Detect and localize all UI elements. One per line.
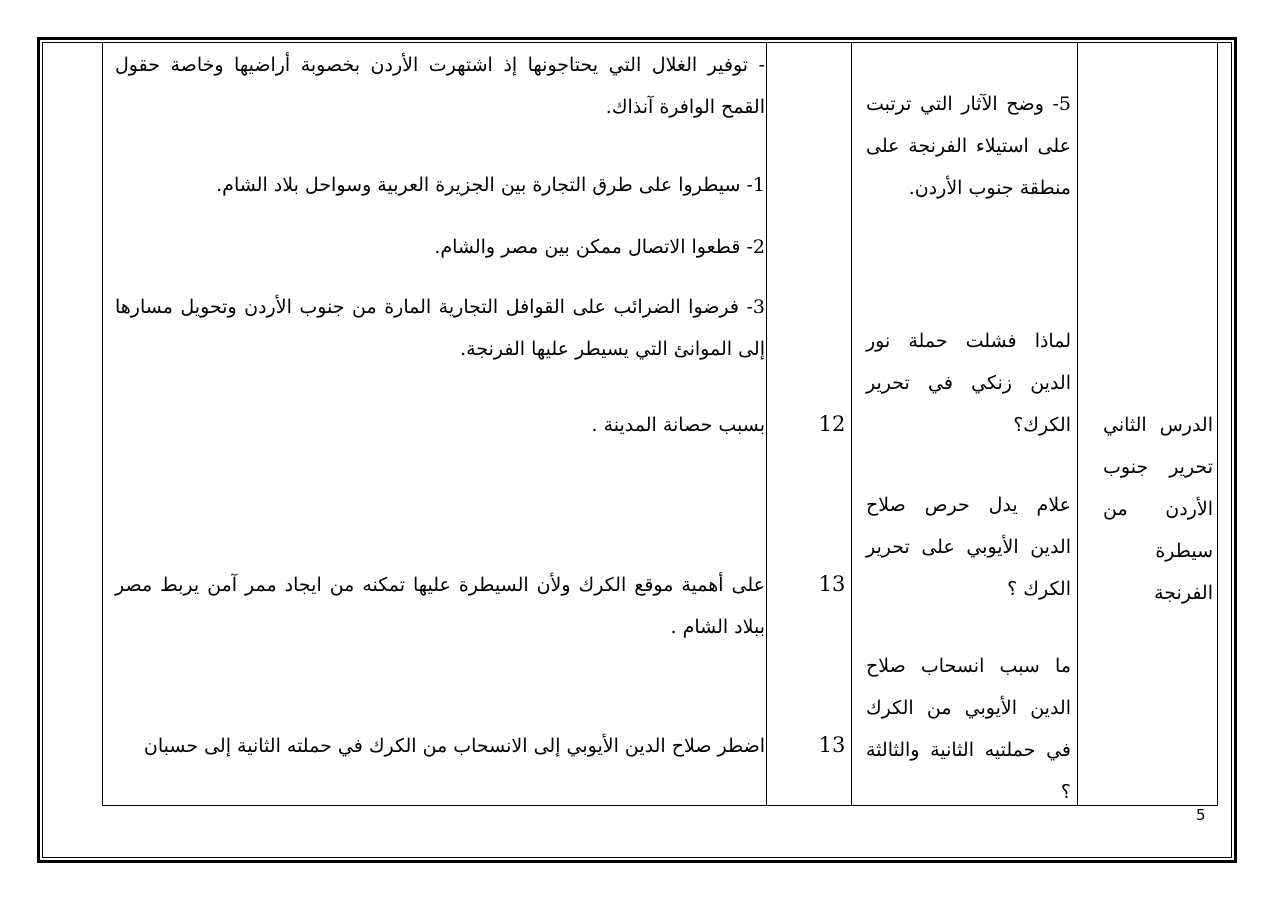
answer-text: - توفير الغلال التي يحتاجونها إذ اشتهرت الأردن بخصوبة أراضيها وخاصة حقول القمح الوافرة آنذاك.: [115, 54, 765, 118]
question-12: لماذا فشلت حملة نور الدين زنكي في تحرير الكرك؟: [866, 330, 1071, 436]
answer-text: 3- فرضوا الضرائب على القوافل التجارية المارة من جنوب الأردن وتحويل مسارها إلى الموانئ التي يسيطر عليها الفرنجة.: [115, 296, 765, 360]
answer-text: 2- قطعوا الاتصال ممكن بين مصر والشام.: [434, 236, 765, 258]
question-number: 13: [818, 572, 846, 596]
answer-text: اضطر صلاح الدين الأيوبي إلى الانسحاب من الكرك في حملته الثانية إلى حسبان: [143, 735, 765, 757]
answer-text: على أهمية موقع الكرك ولأن السيطرة عليها تمكنه من ايجاد ممر آمن يربط مصر ببلاد الشام .: [115, 574, 765, 638]
lesson-title: الدرس الثاني تحرير جنوب الأردن من سيطرة الفرنجة: [1103, 414, 1213, 604]
question-number: 13: [818, 733, 846, 757]
question-13b: ما سبب انسحاب صلاح الدين الأيوبي من الكرك في حملتيه الثانية والثالثة ؟: [866, 655, 1071, 803]
question-number: 12: [818, 412, 846, 436]
column-divider: [1077, 42, 1078, 806]
page-number: 5: [1196, 806, 1206, 824]
column-divider: [766, 42, 767, 806]
answer-text: 1- سيطروا على طرق التجارة بين الجزيرة العربية وسواحل بلاد الشام.: [216, 174, 765, 196]
question-13a: علام يدل حرص صلاح الدين الأيوبي على تحرير الكرك ؟: [866, 494, 1071, 600]
answer-text: بسبب حصانة المدينة .: [591, 414, 765, 436]
question-5: 5- وضح الآثار التي ترتبت على استيلاء الفرنجة على منطقة جنوب الأردن.: [866, 93, 1071, 199]
